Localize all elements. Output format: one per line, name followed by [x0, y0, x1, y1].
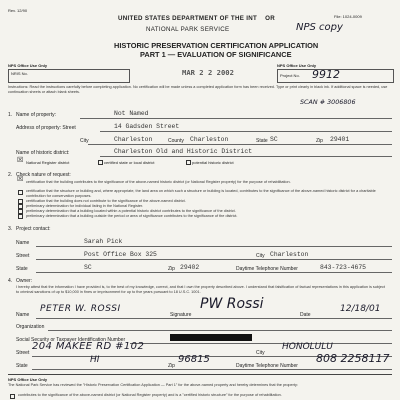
contact-zip-value[interactable]: 29402	[180, 264, 200, 271]
property-city-label: City	[80, 138, 89, 144]
owner-organization-label: Organization	[16, 324, 45, 330]
contact-name-line	[36, 246, 392, 247]
property-city-line	[88, 144, 392, 145]
section2-number: 2.	[8, 172, 13, 178]
property-zip-value[interactable]: 29401	[330, 136, 350, 143]
property-street-line	[100, 131, 392, 132]
owner-zip-value[interactable]: 96815	[178, 354, 210, 365]
contact-name-value[interactable]: Sarah Pick	[84, 238, 123, 245]
department-name	[118, 15, 275, 22]
owner-name-line	[36, 318, 392, 319]
owner-phone-value[interactable]: 808 2258117	[316, 352, 390, 365]
contact-city-label: City	[256, 253, 265, 259]
instructions-text: Instructions: Read the instructions carefully before completing application. No certification will be made unless a completed application form has been received. Type or print clearly in black ink. If additional space is needed, use continuation sheets or attach blank sheets.	[8, 85, 388, 94]
property-zip-label: Zip	[316, 138, 323, 144]
contact-street-value[interactable]: Post Office Box 325	[84, 251, 157, 258]
request-option-1-checkbox-checked[interactable]: ☒	[17, 176, 24, 183]
received-date-stamp: MAR 2 2 2002	[182, 68, 234, 77]
project-number-box	[277, 69, 394, 83]
footer-item1-text: contributes to the significance of the above-named district (or National Register property) and is a "certified historic structure" for the purpose of rehabilitation.	[18, 393, 282, 397]
footer-review-text: The National Park Service has reviewed the "Historic Preservation Certification Application — Part 1" for the above-named property and hereby determines that the property:	[8, 383, 298, 387]
property-county-value[interactable]: Charleston	[190, 136, 229, 143]
office-use-left-label: NPS Office Use Only	[8, 63, 48, 68]
address-street-label: Address of property: Street	[16, 125, 76, 131]
owner-phone-label: Daytime Telephone Number	[236, 363, 298, 369]
owner-name-label: Name	[16, 312, 30, 318]
property-name-line	[80, 118, 392, 119]
owner-attestation-text: I hereby attest that the information I have provided is, to the best of my knowledge, correct, and that I own the property described above. I understand that falsification of factual representations in this application is subject to criminal sanctions of up to $10,000 in fines or imprisonment for up to five years pursuant to 18 U.S.C. 1001.	[16, 285, 385, 294]
owner-ssn-label: Social Security or Taxpayer Identification Number	[16, 337, 126, 343]
office-use-right-label: NPS Office Use Only	[277, 63, 317, 68]
request-option-1: certification that the building contributes to the significance of the above-named historic district (or National Register property) for the purpose of rehabilitation.	[26, 180, 291, 184]
contact-phone-value[interactable]: 843-723-4675	[320, 264, 367, 271]
property-street-value[interactable]: 14 Gadsden Street	[114, 123, 180, 130]
contact-city-value[interactable]: Charleston	[270, 251, 309, 258]
agency-name: NATIONAL PARK SERVICE	[146, 26, 230, 33]
district-name-value[interactable]: Charleston Old and Historic District	[114, 148, 253, 155]
footer-item1-checkbox[interactable]	[10, 394, 15, 399]
project-number-label: Project No.	[280, 73, 300, 78]
potential-district-option: potential historic district	[192, 160, 234, 165]
nris-number-box	[8, 69, 130, 83]
contact-street-line	[36, 259, 392, 260]
owner-state-label: State	[16, 363, 28, 369]
national-register-option: National Register district	[26, 160, 70, 165]
owner-name-value[interactable]: PETER W. ROSSI	[40, 304, 121, 314]
request-option-4: preliminary determination for individual listing in the National Register.	[26, 204, 144, 208]
owner-date-value[interactable]: 12/18/01	[340, 304, 381, 314]
property-name-label: Name of property:	[16, 112, 57, 118]
project-contact-label: Project contact:	[16, 226, 51, 232]
section3-number: 3.	[8, 226, 13, 232]
handwritten-copy-note: NPS copy	[296, 22, 343, 33]
contact-street-label: Street	[16, 253, 30, 259]
contact-state-line	[36, 272, 392, 273]
request-option-6: preliminary determination that a building outside the period or area of significance contributes to the significance of the district.	[26, 214, 238, 218]
owner-label: Owner:	[16, 278, 33, 284]
form-title: HISTORIC PRESERVATION CERTIFICATION APPLICATION	[114, 41, 319, 50]
request-option-3: certification that the building does not contribute to the significance of the above-named district.	[26, 199, 186, 203]
property-state-label: State	[256, 138, 268, 144]
request-nature-label: Check nature of request:	[16, 172, 71, 178]
property-city-value[interactable]: Charleston	[114, 136, 153, 143]
owner-signature-label: Signature	[170, 312, 192, 318]
nris-number-label: NRIS No.	[11, 71, 28, 76]
revision-label: Rev. 12/90	[8, 8, 28, 13]
property-county-label: County	[168, 138, 184, 144]
form-number: File: 1024-0009	[334, 14, 362, 19]
owner-city-label: City	[256, 350, 265, 356]
district-name-label: Name of historic district:	[16, 150, 70, 156]
property-state-value[interactable]: SC	[270, 136, 278, 143]
request-option-5: preliminary determination that a building located within a potential historic district contributes to the significance of the district.	[26, 209, 236, 213]
owner-organization-line	[48, 330, 392, 331]
certified-district-option: certified state or local district	[104, 160, 155, 165]
owner-date-label: Date	[300, 312, 311, 318]
owner-signature-value[interactable]: PW Rossi	[200, 296, 264, 312]
contact-name-label: Name	[16, 240, 30, 246]
contact-state-label: State	[16, 266, 28, 272]
owner-state-value[interactable]: HI	[90, 355, 100, 365]
owner-zip-label: Zip	[168, 363, 175, 369]
contact-state-value[interactable]: SC	[84, 264, 92, 271]
footer-divider	[8, 374, 392, 375]
ssn-redaction	[170, 334, 252, 341]
section4-number: 4.	[8, 278, 13, 284]
certified-district-checkbox[interactable]	[98, 160, 103, 165]
national-register-checkbox-checked[interactable]: ☒	[17, 157, 24, 164]
owner-state-line	[32, 369, 392, 370]
owner-street-value[interactable]: 204 MAKEE RD #102	[32, 341, 145, 352]
owner-street-label: Street	[16, 350, 30, 356]
project-number-value: 9912	[312, 68, 340, 81]
scan-number-note: SCAN # 3006806	[300, 98, 356, 106]
owner-ssn-line	[130, 343, 392, 344]
department-name-tail: OR	[265, 15, 275, 22]
contact-zip-label: Zip	[168, 266, 175, 272]
request-option-2-checkbox[interactable]	[18, 190, 23, 195]
owner-city-value[interactable]: HONOLULU	[282, 342, 333, 352]
form-subtitle: PART 1 — EVALUATION OF SIGNIFICANCE	[140, 50, 292, 59]
footer-office-use-label: NPS Office Use Only	[8, 377, 48, 382]
department-name-text: UNITED STATES DEPARTMENT OF THE INT	[118, 15, 258, 22]
district-name-line	[100, 156, 392, 157]
contact-phone-label: Daytime Telephone Number	[236, 266, 298, 272]
request-option-6-checkbox[interactable]	[18, 214, 23, 219]
property-name-value[interactable]: Not Named	[114, 110, 149, 117]
section1-number: 1.	[8, 112, 13, 118]
request-option-2: certification that the structure or building and, where appropriate, the land area on which such a structure or building is located, contributes to the significance of the above-named historic district for a charitable contribution for conservation purposes.	[26, 189, 376, 198]
potential-district-checkbox[interactable]	[186, 160, 191, 165]
